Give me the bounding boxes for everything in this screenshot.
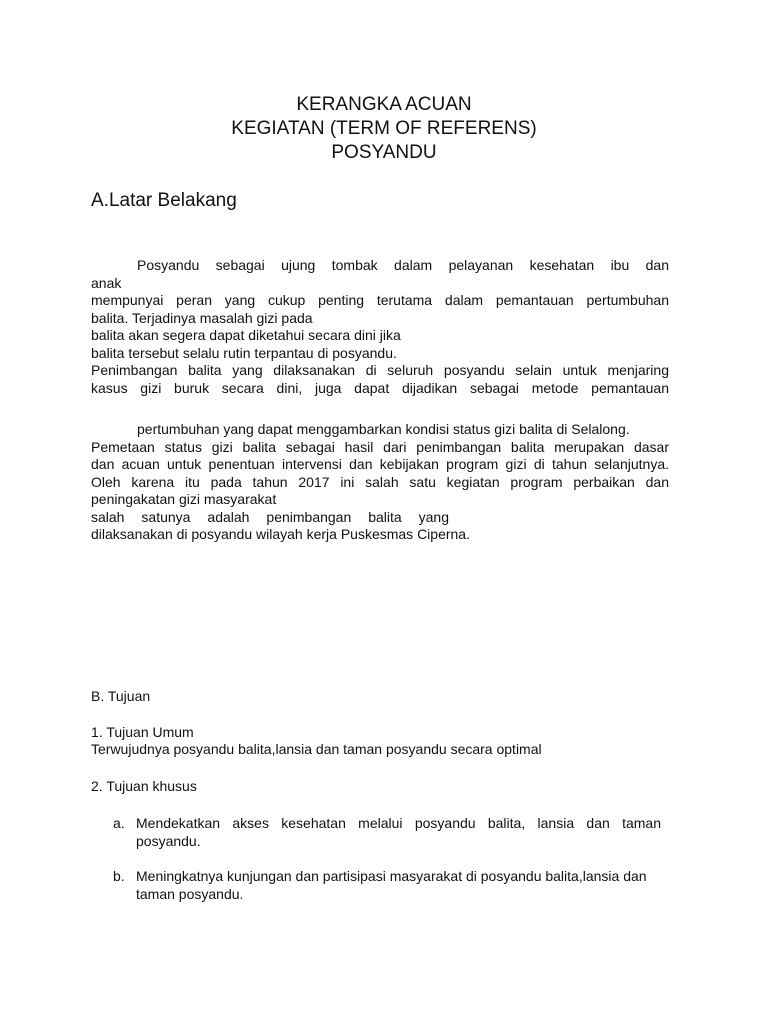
title-line-2: KEGIATAN (TERM OF REFERENS) (231, 118, 537, 139)
paragraph-line: balita. Terjadinya masalah gizi pada (91, 309, 313, 326)
list-item-text: Meningkatnya kunjungan dan partisipasi masyarakat di posyandu balita,lansia dan taman posyandu. (136, 868, 647, 902)
list-marker: b. (113, 868, 125, 884)
paragraph-line: Posyandu sebagai ujung tombak dalam pelayanan kesehatan ibu dan (137, 257, 669, 273)
list-item-text: Mendekatkan akses kesehatan melalui posyandu balita, lansia dan taman posyandu. (136, 815, 661, 849)
tujuan-umum-text: Terwujudnya posyandu balita,lansia dan taman posyandu secara optimal (91, 741, 542, 757)
tujuan-umum-heading: 1. Tujuan Umum (91, 724, 194, 740)
paragraph-line: kasus gizi buruk secara dini, juga dapat dijadikan sebagai metode pemantauan (91, 379, 669, 396)
list-item (91, 868, 661, 903)
list-item (91, 815, 661, 850)
paragraph-line: Oleh karena itu pada tahun 2017 ini salah satu kegiatan program perbaikan dan (91, 473, 669, 490)
list-marker: a. (113, 815, 125, 831)
background-paragraph-1 (91, 257, 669, 397)
paragraph-line: anak (91, 274, 122, 291)
title-line-1: KERANGKA ACUAN (296, 94, 472, 115)
tujuan-khusus-heading: 2. Tujuan khusus (91, 778, 197, 794)
paragraph-line: dan acuan untuk penentuan intervensi dan kebijakan program gizi di tahun selanjutnya. (91, 456, 669, 472)
paragraph-line: pertumbuhan yang dapat menggambarkan kondisi status gizi balita di Selalong. (137, 421, 630, 437)
section-b-heading: B. Tujuan (91, 688, 151, 704)
paragraph-line: dilaksanakan di posyandu wilayah kerja Puskesmas Ciperna. (91, 526, 470, 542)
paragraph-line: salah satunya adalah penimbangan balita yang (91, 508, 449, 525)
document-title (0, 93, 768, 165)
paragraph-line: Pemetaan status gizi balita sebagai hasil dari penimbangan balita merupakan dasar (91, 438, 669, 455)
paragraph-line: mempunyai peran yang cukup penting terutama dalam pemantauan pertumbuhan (91, 292, 669, 308)
background-paragraph-2 (91, 421, 669, 544)
paragraph-line: peningakatan gizi masyarakat (91, 491, 277, 507)
paragraph-line: balita akan segera dapat diketahui secara dini jika (91, 327, 401, 343)
paragraph-line: Penimbangan balita yang dilaksanakan di seluruh posyandu selain untuk menjaring (91, 362, 669, 378)
paragraph-line: balita tersebut selalu rutin terpantau di posyandu. (91, 344, 397, 361)
section-a-heading: A.Latar Belakang (91, 190, 237, 211)
title-line-3: POSYANDU (331, 142, 437, 163)
